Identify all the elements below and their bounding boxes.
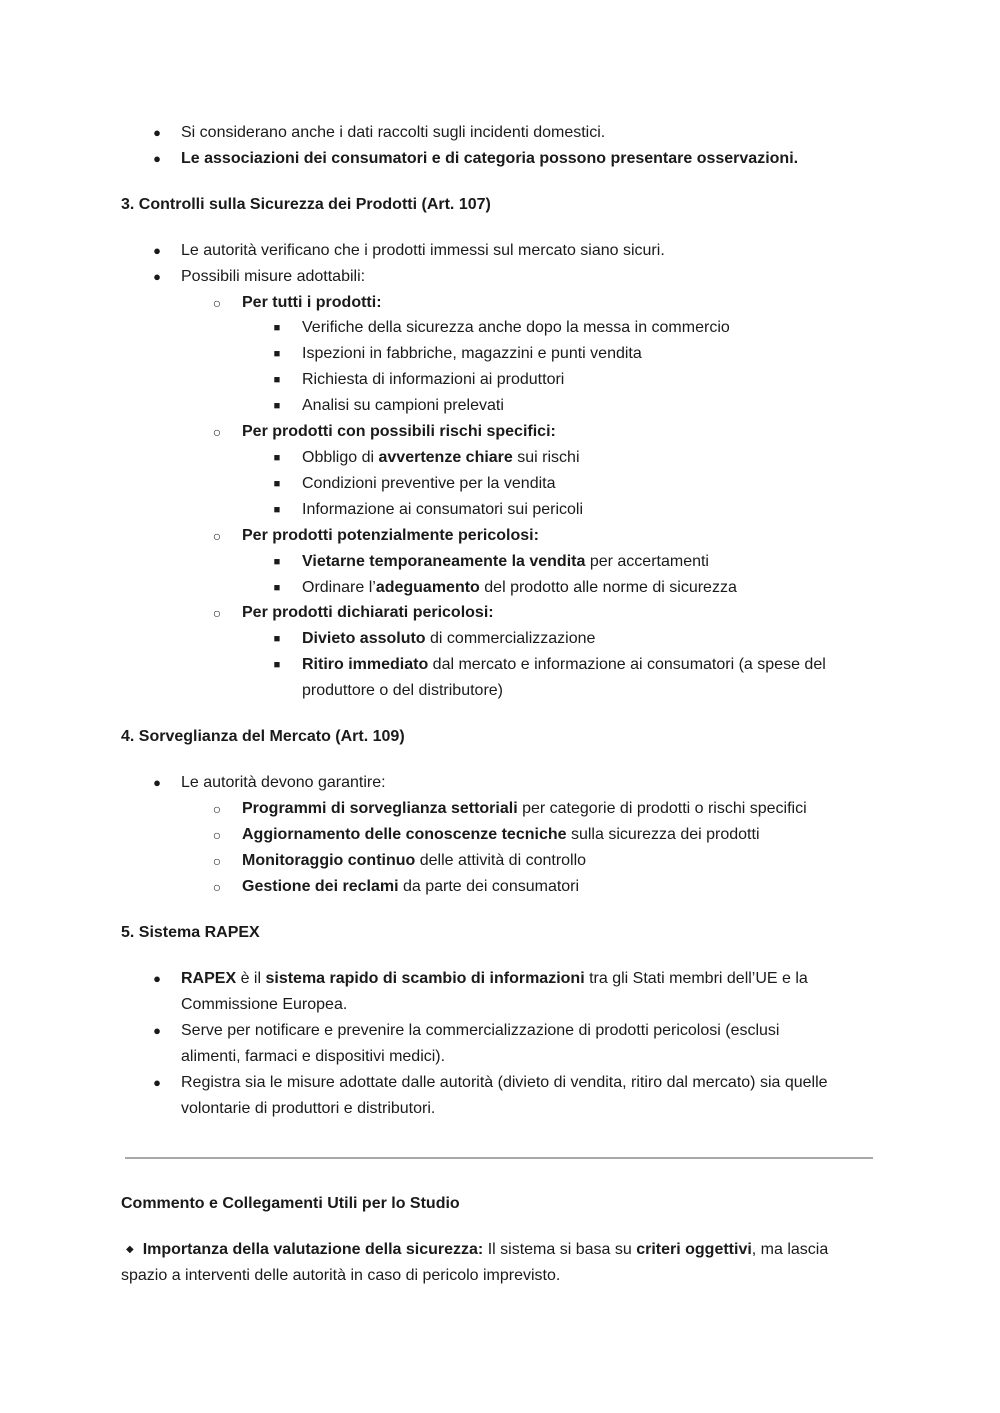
list-item: Aggiornamento delle conoscenze tecniche sulla sicurezza dei prodotti (242, 826, 760, 843)
bullet-circle-icon: ○ (212, 424, 222, 440)
list-item: Ispezioni in fabbriche, magazzini e punti vendita (302, 345, 642, 362)
section-5-heading: 5. Sistema RAPEX (121, 924, 260, 941)
bullet-square-icon: ■ (273, 478, 281, 490)
commento-paragraph-continuation: spazio a interventi delle autorità in caso di pericolo imprevisto. (121, 1267, 561, 1284)
bullet-circle-icon: ○ (212, 295, 222, 311)
list-item: Vietarne temporaneamente la vendita per accertamenti (302, 553, 709, 570)
bullet-circle-icon: ○ (212, 827, 222, 843)
horizontal-divider (125, 1157, 873, 1159)
bullet-square-icon: ■ (273, 633, 281, 645)
list-item: Programmi di sorveglianza settoriali per categorie di prodotti o rischi specifici (242, 800, 807, 817)
bullet-circle-icon: ○ (212, 605, 222, 621)
list-item: Possibili misure adottabili: (181, 268, 366, 285)
list-item-continuation: volontarie di produttori e distributori. (181, 1100, 436, 1117)
bullet-square-icon: ■ (273, 452, 281, 464)
bullet-disc-icon: ● (153, 269, 161, 284)
bullet-square-icon: ■ (273, 400, 281, 412)
list-item: Serve per notificare e prevenire la commercializzazione di prodotti pericolosi (esclusi (181, 1022, 780, 1039)
bullet-square-icon: ■ (273, 374, 281, 386)
bullet-square-icon: ■ (273, 504, 281, 516)
bullet-circle-icon: ○ (212, 528, 222, 544)
list-item: Informazione ai consumatori sui pericoli (302, 501, 584, 518)
list-item: Registra sia le misure adottate dalle autorità (divieto di vendita, ritiro dal mercato) sia quelle (181, 1074, 828, 1091)
list-item: RAPEX è il sistema rapido di scambio di informazioni tra gli Stati membri dell’UE e la (181, 970, 808, 987)
list-item: Le autorità verificano che i prodotti immessi sul mercato siano sicuri. (181, 242, 665, 259)
list-item: Divieto assoluto di commercializzazione (302, 630, 596, 647)
list-item: Analisi su campioni prelevati (302, 397, 504, 414)
list-item-continuation: Commissione Europea. (181, 996, 348, 1013)
list-item: Ritiro immediato dal mercato e informazione ai consumatori (a spese del (302, 656, 826, 673)
bullet-square-icon: ■ (273, 322, 281, 334)
bullet-disc-icon: ● (153, 243, 161, 258)
list-item: Gestione dei reclami da parte dei consumatori (242, 878, 580, 895)
bullet-disc-icon: ● (153, 125, 161, 140)
list-item: Monitoraggio continuo delle attività di controllo (242, 852, 587, 869)
group-label: Per tutti i prodotti: (242, 294, 382, 311)
list-item: Condizioni preventive per la vendita (302, 475, 556, 492)
bullet-disc-icon: ● (153, 1023, 161, 1038)
bullet-disc-icon: ● (153, 971, 161, 986)
bullet-disc-icon: ● (153, 151, 161, 166)
list-item: Le autorità devono garantire: (181, 774, 386, 791)
list-item: Richiesta di informazioni ai produttori (302, 371, 565, 388)
commento-heading: Commento e Collegamenti Utili per lo Studio (121, 1195, 460, 1212)
list-item: Obbligo di avvertenze chiare sui rischi (302, 449, 580, 466)
group-label: Per prodotti con possibili rischi specifici: (242, 423, 556, 440)
list-item-continuation: alimenti, farmaci e dispositivi medici). (181, 1048, 446, 1065)
bullet-circle-icon: ○ (212, 801, 222, 817)
bullet-square-icon: ■ (273, 659, 281, 671)
bullet-disc-icon: ● (153, 1075, 161, 1090)
list-item: Le associazioni dei consumatori e di categoria possono presentare osservazioni. (181, 150, 799, 167)
bullet-circle-icon: ○ (212, 879, 222, 895)
section-3-heading: 3. Controlli sulla Sicurezza dei Prodotti (Art. 107) (121, 196, 491, 213)
group-label: Per prodotti potenzialmente pericolosi: (242, 527, 539, 544)
bullet-square-icon: ■ (273, 556, 281, 568)
diamond-icon: ◆ (126, 1244, 134, 1255)
commento-paragraph: ◆ Importanza della valutazione della sicurezza: Il sistema si basa su criteri oggettivi, ma lascia (126, 1241, 829, 1258)
section-4-heading: 4. Sorveglianza del Mercato (Art. 109) (121, 728, 405, 745)
list-item: Si considerano anche i dati raccolti sugli incidenti domestici. (181, 124, 606, 141)
group-label: Per prodotti dichiarati pericolosi: (242, 604, 494, 621)
bullet-circle-icon: ○ (212, 853, 222, 869)
list-item: Verifiche della sicurezza anche dopo la messa in commercio (302, 319, 730, 336)
bullet-square-icon: ■ (273, 582, 281, 594)
bullet-disc-icon: ● (153, 775, 161, 790)
list-item-continuation: produttore o del distributore) (302, 682, 503, 699)
list-item: Ordinare l’adeguamento del prodotto alle norme di sicurezza (302, 579, 737, 596)
bullet-square-icon: ■ (273, 348, 281, 360)
